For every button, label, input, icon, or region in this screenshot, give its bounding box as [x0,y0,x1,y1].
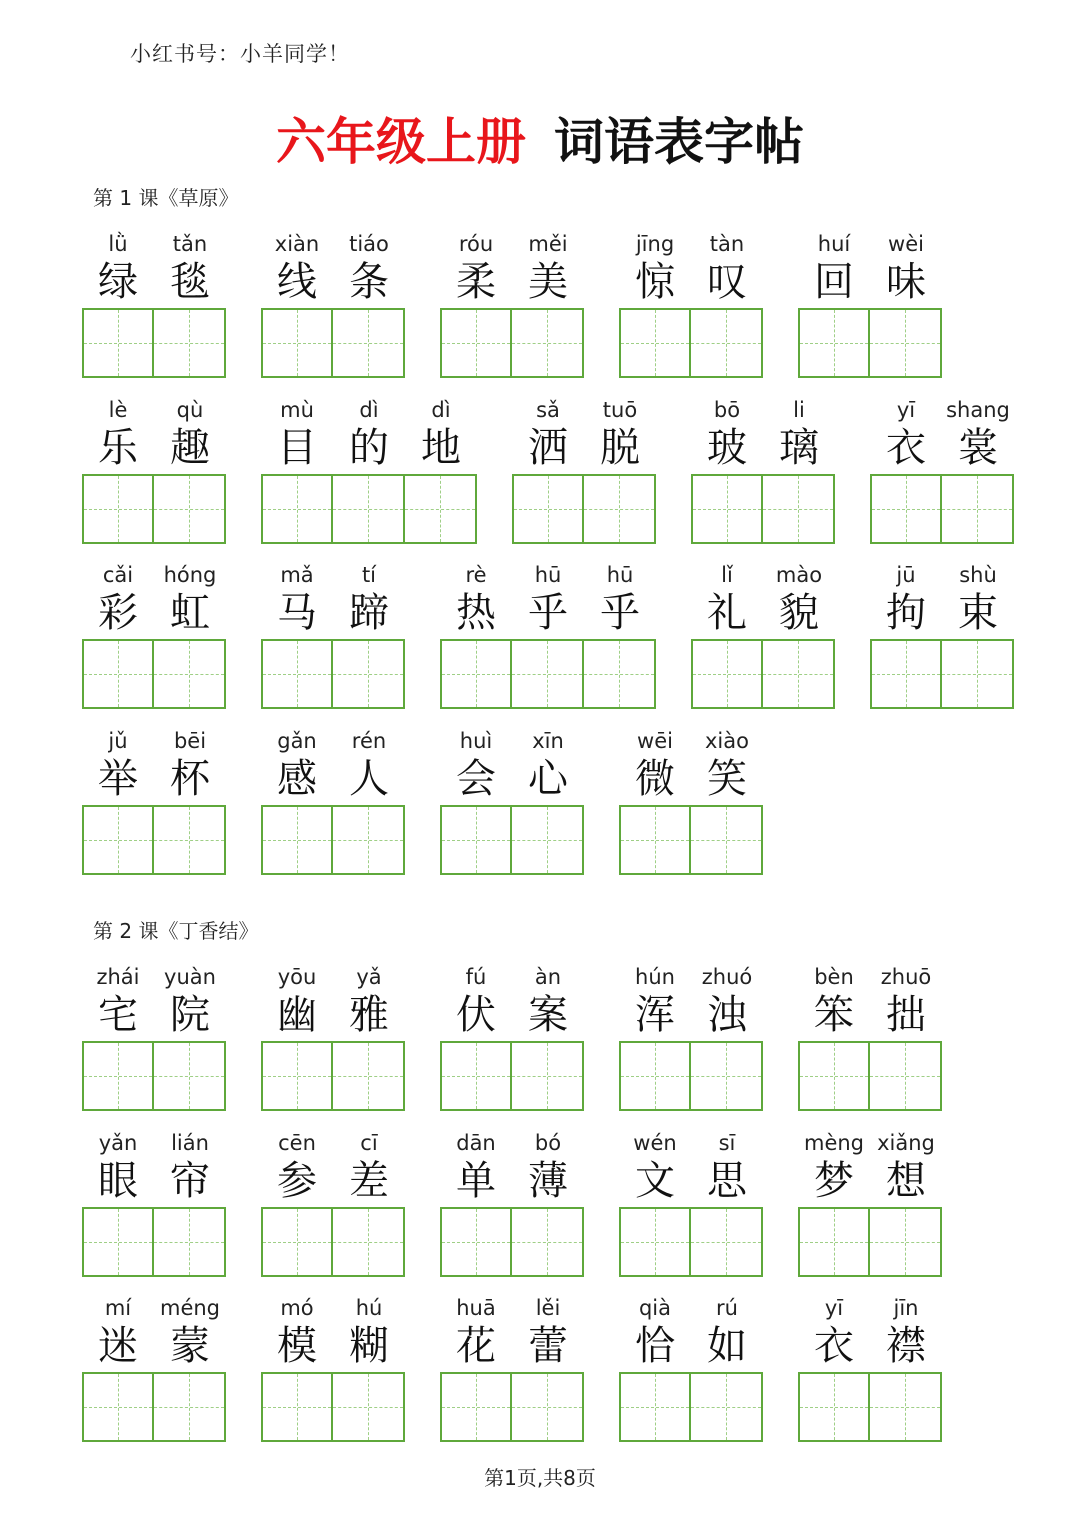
hanzi-character: 惊 [635,259,675,305]
pinyin-label: dì [359,398,379,422]
pinyin-label: mó [280,1296,314,1320]
grid-guide-horizontal [514,509,582,510]
writing-grid-box[interactable] [512,1207,584,1277]
hanzi-character: 柔 [456,259,496,305]
writing-grid-box[interactable] [584,474,656,544]
pinyin-label: mào [775,563,823,587]
writing-grid-box[interactable] [261,805,333,875]
hanzi-character: 束 [958,590,998,636]
pinyin-label: zhuó [701,965,753,989]
pinyin-label: xiǎng [877,1131,935,1155]
author-handle: 小红书号：小羊同学！ [130,42,350,66]
writing-grid-box[interactable] [440,1372,512,1442]
hanzi-character: 帘 [170,1158,210,1204]
writing-grid-box[interactable] [440,308,512,378]
writing-grid-box[interactable] [82,1041,154,1111]
grid-guide-horizontal [870,1407,940,1408]
writing-grid-box[interactable] [405,474,477,544]
pinyin-label: huā [456,1296,496,1320]
writing-grid-box[interactable] [870,1207,942,1277]
pinyin-label: mèng [803,1131,865,1155]
hanzi-character: 乎 [528,590,568,636]
grid-guide-horizontal [84,509,152,510]
grid-guide-horizontal [442,1242,510,1243]
grid-guide-horizontal [154,1076,224,1077]
pinyin-label: cǎi [102,563,134,587]
hanzi-character: 参 [277,1158,317,1204]
hanzi-character: 洒 [528,425,568,471]
writing-grid-box[interactable] [691,474,763,544]
grid-guide-horizontal [512,1242,582,1243]
pinyin-label: huí [817,232,851,256]
pinyin-label: yōu [277,965,317,989]
hanzi-character: 糊 [349,1323,389,1369]
grid-guide-horizontal [263,509,331,510]
pinyin-label: yuàn [164,965,216,989]
hanzi-character: 拘 [886,590,926,636]
hanzi-character: 衣 [814,1323,854,1369]
hanzi-character: 回 [814,259,854,305]
hanzi-character: 笨 [814,992,854,1038]
grid-guide-horizontal [512,840,582,841]
pinyin-label: hū [606,563,634,587]
grid-guide-horizontal [800,343,868,344]
grid-guide-horizontal [763,674,833,675]
hanzi-character: 花 [456,1323,496,1369]
hanzi-character: 线 [277,259,317,305]
hanzi-character: 浑 [635,992,675,1038]
writing-grid-box[interactable] [333,1372,405,1442]
writing-grid-box[interactable] [154,639,226,709]
hanzi-character: 马 [277,590,317,636]
pinyin-label: bèn [814,965,854,989]
pinyin-label: tiáo [349,232,389,256]
writing-grid-box[interactable] [512,1041,584,1111]
writing-grid-box[interactable] [154,1207,226,1277]
writing-grid-box[interactable] [261,1041,333,1111]
grid-guide-horizontal [691,1076,761,1077]
grid-guide-horizontal [154,1407,224,1408]
writing-grid-box[interactable] [333,474,405,544]
hanzi-character: 笑 [707,756,747,802]
pinyin-label: dān [456,1131,496,1155]
grid-guide-horizontal [870,1242,940,1243]
writing-grid-box[interactable] [691,1041,763,1111]
grid-guide-horizontal [512,1076,582,1077]
writing-grid-box[interactable] [798,308,870,378]
hanzi-character: 迷 [98,1323,138,1369]
grid-guide-horizontal [621,840,689,841]
writing-grid-box[interactable] [512,805,584,875]
grid-guide-horizontal [800,1407,868,1408]
hanzi-character: 脱 [600,425,640,471]
grid-guide-horizontal [84,1407,152,1408]
writing-grid-box[interactable] [691,639,763,709]
writing-grid-box[interactable] [942,474,1014,544]
pinyin-label: hóng [163,563,217,587]
writing-grid-box[interactable] [798,1372,870,1442]
hanzi-character: 绿 [98,259,138,305]
hanzi-character: 蒙 [170,1323,210,1369]
hanzi-character: 礼 [707,590,747,636]
pinyin-label: rén [351,729,387,753]
pinyin-label: lián [171,1131,209,1155]
writing-grid-box[interactable] [154,474,226,544]
grid-guide-horizontal [870,1076,940,1077]
grid-guide-horizontal [333,1407,403,1408]
hanzi-character: 毯 [170,259,210,305]
pinyin-label: xiào [705,729,749,753]
page-title [0,102,1080,174]
grid-guide-horizontal [333,343,403,344]
pinyin-label: lǜ [108,232,128,256]
grid-guide-horizontal [512,1407,582,1408]
grid-guide-horizontal [872,509,940,510]
hanzi-character: 貌 [779,590,819,636]
hanzi-character: 杯 [170,756,210,802]
pinyin-label: wén [633,1131,677,1155]
pinyin-label: lěi [535,1296,561,1320]
grid-guide-horizontal [691,1242,761,1243]
writing-grid-box[interactable] [619,1207,691,1277]
hanzi-character: 会 [456,756,496,802]
pinyin-label: hú [355,1296,383,1320]
grid-guide-horizontal [442,840,510,841]
grid-guide-horizontal [154,1242,224,1243]
writing-grid-box[interactable] [619,805,691,875]
title-grade: 六年级上册 [276,113,526,171]
writing-grid-box[interactable] [512,474,584,544]
pinyin-label: xīn [532,729,564,753]
writing-grid-box[interactable] [870,308,942,378]
hanzi-character: 案 [528,992,568,1038]
grid-guide-horizontal [621,1242,689,1243]
grid-guide-horizontal [621,343,689,344]
grid-guide-horizontal [442,1076,510,1077]
writing-grid-box[interactable] [82,1372,154,1442]
pinyin-label: mí [104,1296,132,1320]
grid-guide-horizontal [84,840,152,841]
writing-grid-box[interactable] [261,308,333,378]
grid-guide-horizontal [333,674,403,675]
writing-grid-box[interactable] [154,805,226,875]
grid-guide-horizontal [333,509,403,510]
hanzi-character: 虹 [170,590,210,636]
hanzi-character: 彩 [98,590,138,636]
pinyin-label: jīn [893,1296,919,1320]
grid-guide-horizontal [800,1076,868,1077]
grid-guide-horizontal [512,674,582,675]
grid-guide-horizontal [691,840,761,841]
pinyin-label: gǎn [277,729,317,753]
writing-grid-box[interactable] [691,1372,763,1442]
grid-guide-horizontal [691,1407,761,1408]
grid-guide-horizontal [333,1076,403,1077]
grid-guide-horizontal [333,840,403,841]
writing-grid-box[interactable] [691,308,763,378]
writing-grid-box[interactable] [440,639,512,709]
grid-guide-horizontal [442,1407,510,1408]
pinyin-label: mù [280,398,314,422]
grid-guide-horizontal [693,674,761,675]
hanzi-character: 薄 [528,1158,568,1204]
writing-grid-box[interactable] [870,1372,942,1442]
writing-grid-box[interactable] [440,805,512,875]
pinyin-label: fú [465,965,487,989]
hanzi-character: 举 [98,756,138,802]
writing-grid-box[interactable] [584,639,656,709]
grid-guide-horizontal [584,674,654,675]
writing-grid-box[interactable] [870,639,942,709]
writing-grid-box[interactable] [154,1041,226,1111]
hanzi-character: 幽 [277,992,317,1038]
grid-guide-horizontal [763,509,833,510]
writing-grid-box[interactable] [512,639,584,709]
hanzi-character: 襟 [886,1323,926,1369]
pinyin-label: méng [159,1296,221,1320]
hanzi-character: 心 [528,756,568,802]
writing-grid-box[interactable] [440,1041,512,1111]
grid-guide-horizontal [693,509,761,510]
pinyin-label: cēn [278,1131,316,1155]
writing-grid-box[interactable] [82,805,154,875]
writing-grid-box[interactable] [261,1207,333,1277]
pinyin-label: bó [534,1131,562,1155]
title-subject: 词语表字帖 [554,113,804,171]
writing-grid-box[interactable] [333,639,405,709]
writing-grid-box[interactable] [619,1372,691,1442]
pinyin-label: qià [638,1296,672,1320]
pinyin-label: sǎ [536,398,560,422]
hanzi-character: 裳 [958,425,998,471]
grid-guide-horizontal [154,674,224,675]
hanzi-character: 衣 [886,425,926,471]
pinyin-label: jū [896,563,916,587]
hanzi-character: 梦 [814,1158,854,1204]
hanzi-character: 如 [707,1323,747,1369]
hanzi-character: 文 [635,1158,675,1204]
pinyin-label: sī [718,1131,736,1155]
grid-guide-horizontal [621,1407,689,1408]
hanzi-character: 模 [277,1323,317,1369]
pinyin-label: yī [896,398,916,422]
writing-grid-box[interactable] [798,1207,870,1277]
pinyin-label: tǎn [172,232,208,256]
grid-guide-horizontal [872,674,940,675]
hanzi-character: 雅 [349,992,389,1038]
pinyin-label: rú [716,1296,738,1320]
hanzi-character: 地 [421,425,461,471]
grid-guide-horizontal [263,1076,331,1077]
hanzi-character: 恰 [635,1323,675,1369]
hanzi-character: 热 [456,590,496,636]
pinyin-label: lǐ [721,563,733,587]
grid-guide-horizontal [942,509,1012,510]
pinyin-label: shù [959,563,997,587]
grid-guide-horizontal [154,840,224,841]
pinyin-label: jǔ [108,729,128,753]
pinyin-label: wèi [888,232,924,256]
hanzi-character: 玻 [707,425,747,471]
pinyin-label: li [793,398,805,422]
hanzi-character: 条 [349,259,389,305]
writing-grid-box[interactable] [870,1041,942,1111]
hanzi-character: 差 [349,1158,389,1204]
pinyin-label: dì [431,398,451,422]
pinyin-label: tuō [602,398,638,422]
hanzi-character: 叹 [707,259,747,305]
writing-grid-box[interactable] [261,1372,333,1442]
hanzi-character: 院 [170,992,210,1038]
pinyin-label: bō [713,398,741,422]
page-number: 第1页,共8页 [484,1466,596,1490]
grid-guide-horizontal [263,1407,331,1408]
hanzi-character: 感 [277,756,317,802]
hanzi-character: 宅 [98,992,138,1038]
grid-guide-horizontal [333,1242,403,1243]
lesson-title: 第 2 课《丁香结》 [93,919,259,943]
pinyin-label: yī [824,1296,844,1320]
hanzi-character: 美 [528,259,568,305]
grid-guide-horizontal [263,1242,331,1243]
grid-guide-horizontal [942,674,1012,675]
writing-grid-box[interactable] [798,1041,870,1111]
grid-guide-horizontal [405,509,475,510]
writing-grid-box[interactable] [440,1207,512,1277]
pinyin-label: wēi [637,729,673,753]
hanzi-character: 趣 [170,425,210,471]
grid-guide-horizontal [84,674,152,675]
grid-guide-horizontal [84,1242,152,1243]
writing-grid-box[interactable] [870,474,942,544]
pinyin-label: cī [360,1131,378,1155]
hanzi-character: 伏 [456,992,496,1038]
writing-grid-box[interactable] [512,308,584,378]
pinyin-label: shang [946,398,1010,422]
writing-grid-box[interactable] [691,805,763,875]
hanzi-character: 的 [349,425,389,471]
hanzi-character: 蹄 [349,590,389,636]
pinyin-label: yǎn [98,1131,138,1155]
pinyin-label: jīng [635,232,675,256]
grid-guide-horizontal [621,1076,689,1077]
pinyin-label: huì [459,729,493,753]
writing-grid-box[interactable] [82,639,154,709]
hanzi-character: 想 [886,1158,926,1204]
grid-guide-horizontal [154,509,224,510]
pinyin-label: hū [534,563,562,587]
hanzi-character: 璃 [779,425,819,471]
pinyin-label: mǎ [280,563,314,587]
hanzi-character: 眼 [98,1158,138,1204]
writing-grid-box[interactable] [691,1207,763,1277]
pinyin-label: zhái [96,965,140,989]
hanzi-character: 微 [635,756,675,802]
hanzi-character: 蕾 [528,1323,568,1369]
hanzi-character: 目 [277,425,317,471]
writing-grid-box[interactable] [333,1041,405,1111]
grid-guide-horizontal [84,343,152,344]
pinyin-label: tàn [709,232,745,256]
writing-grid-box[interactable] [333,308,405,378]
pinyin-label: qù [176,398,204,422]
writing-grid-box[interactable] [942,639,1014,709]
grid-guide-horizontal [263,674,331,675]
lesson-title: 第 1 课《草原》 [93,186,239,210]
grid-guide-horizontal [584,509,654,510]
writing-grid-box[interactable] [333,1207,405,1277]
hanzi-character: 浊 [707,992,747,1038]
writing-grid-box[interactable] [82,1207,154,1277]
grid-guide-horizontal [263,343,331,344]
pinyin-label: róu [458,232,494,256]
writing-grid-box[interactable] [82,474,154,544]
pinyin-label: bēi [173,729,207,753]
grid-guide-horizontal [691,343,761,344]
hanzi-character: 单 [456,1158,496,1204]
hanzi-character: 人 [349,756,389,802]
grid-guide-horizontal [263,840,331,841]
grid-guide-horizontal [154,343,224,344]
grid-guide-horizontal [442,674,510,675]
pinyin-label: tí [361,563,377,587]
writing-grid-box[interactable] [619,308,691,378]
grid-guide-horizontal [442,343,510,344]
pinyin-label: hún [635,965,675,989]
writing-grid-box[interactable] [763,639,835,709]
writing-grid-box[interactable] [261,474,333,544]
writing-grid-box[interactable] [333,805,405,875]
pinyin-label: měi [528,232,568,256]
grid-guide-horizontal [84,1076,152,1077]
writing-grid-box[interactable] [763,474,835,544]
writing-grid-box[interactable] [154,1372,226,1442]
grid-guide-horizontal [800,1242,868,1243]
pinyin-label: xiàn [274,232,320,256]
hanzi-character: 乎 [600,590,640,636]
hanzi-character: 拙 [886,992,926,1038]
grid-guide-horizontal [512,343,582,344]
writing-grid-box[interactable] [619,1041,691,1111]
writing-grid-box[interactable] [512,1372,584,1442]
writing-grid-box[interactable] [261,639,333,709]
grid-guide-horizontal [870,343,940,344]
hanzi-character: 味 [886,259,926,305]
hanzi-character: 思 [707,1158,747,1204]
writing-grid-box[interactable] [154,308,226,378]
pinyin-label: àn [534,965,562,989]
hanzi-character: 乐 [98,425,138,471]
writing-grid-box[interactable] [82,308,154,378]
pinyin-label: zhuō [880,965,932,989]
pinyin-label: rè [465,563,487,587]
pinyin-label: yǎ [356,965,382,989]
pinyin-label: lè [108,398,128,422]
